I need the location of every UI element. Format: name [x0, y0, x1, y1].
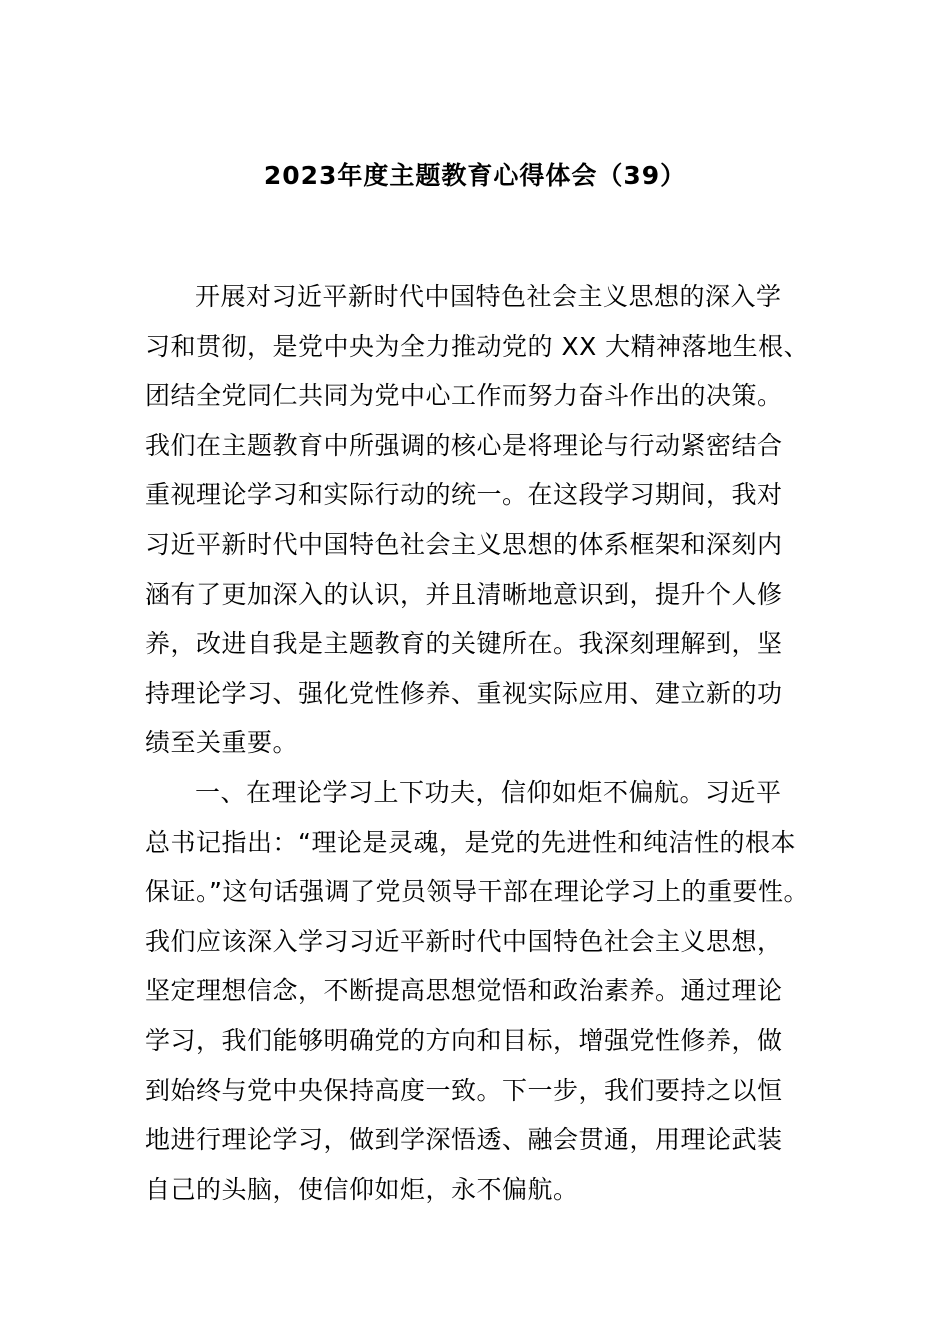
text-line: 一、在理论学习上下功夫，信仰如炬不偏航。习近平: [195, 777, 782, 807]
text-line: 养，改进自我是主题教育的关键所在。我深刻理解到，坚: [145, 629, 783, 659]
text-line: 我们应该深入学习习近平新时代中国特色社会主义思想，: [145, 926, 783, 956]
text-line: 持理论学习、强化党性修养、重视实际应用、建立新的功: [145, 678, 783, 708]
text-line: 重视理论学习和实际行动的统一。在这段学习期间，我对: [145, 480, 783, 510]
document-title: 2023年度主题教育心得体会（39）: [263, 161, 687, 190]
document-body: [145, 272, 825, 1214]
text-line: 总书记指出：“理论是灵魂，是党的先进性和纯洁性的根本: [145, 827, 796, 857]
text-line: 我们在主题教育中所强调的核心是将理论与行动紧密结合: [145, 430, 783, 460]
text-line: 绩至关重要。: [145, 728, 299, 758]
text-line: 学习，我们能够明确党的方向和目标，增强党性修养，做: [145, 1025, 783, 1055]
text-line: 涵有了更加深入的认识，并且清晰地意识到，提升个人修: [145, 579, 783, 609]
text-line: 团结全党同仁共同为党中心工作而努力奋斗作出的决策。: [145, 381, 783, 411]
text-line: 坚定理想信念，不断提高思想觉悟和政治素养。通过理论: [145, 976, 783, 1006]
text-line: 习和贯彻，是党中央为全力推动党的 XX 大精神落地生根、: [145, 331, 810, 361]
text-line: 开展对习近平新时代中国特色社会主义思想的深入学: [195, 282, 782, 311]
text-line: 习近平新时代中国特色社会主义思想的体系框架和深刻内: [145, 529, 783, 559]
text-line: 到始终与党中央保持高度一致。下一步，我们要持之以恒: [145, 1075, 783, 1105]
text-line: 自己的头脑，使信仰如炬，永不偏航。: [145, 1174, 579, 1204]
text-line: 保证。”这句话强调了党员领导干部在理论学习上的重要性。: [145, 877, 809, 907]
text-line: 地进行理论学习，做到学深悟透、融会贯通，用理论武装: [145, 1125, 783, 1155]
